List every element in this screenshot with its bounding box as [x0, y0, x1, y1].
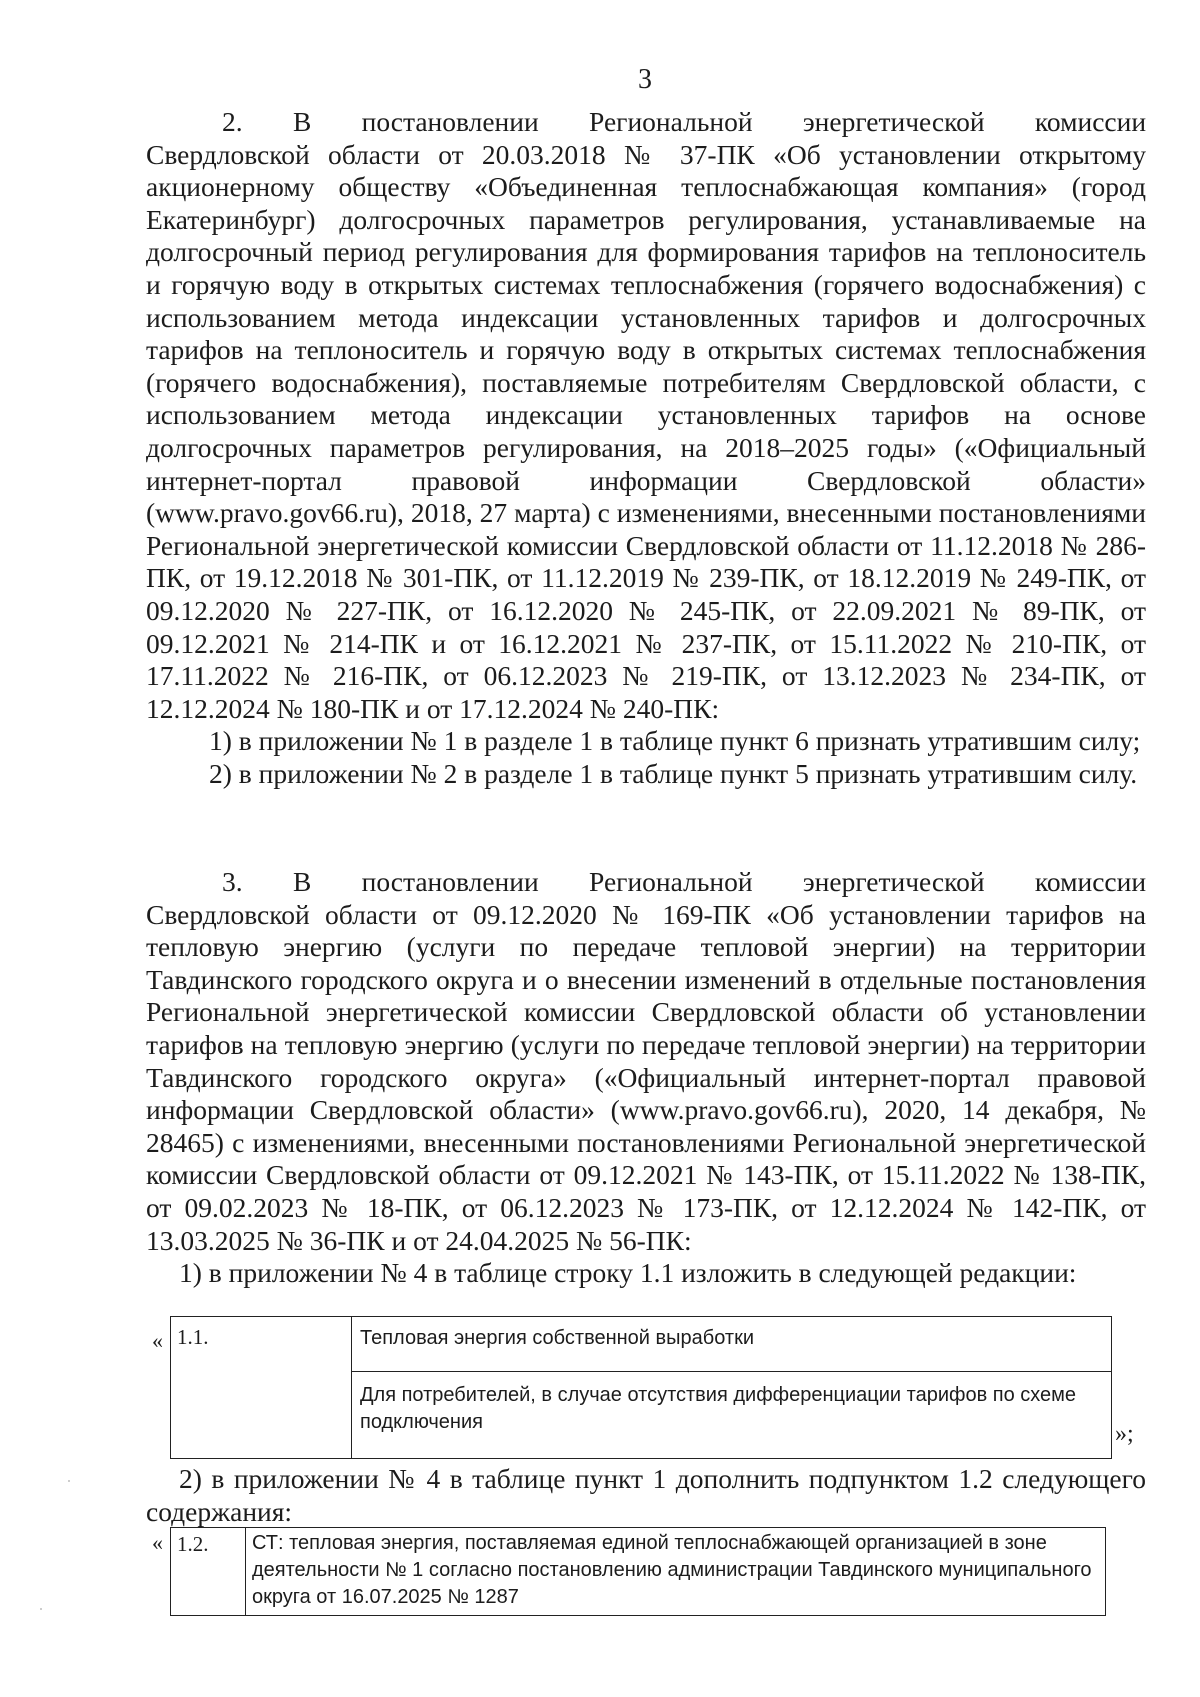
table-1-close-quote: »; [1115, 1421, 1134, 1447]
paragraph-2-item-1: 1) в приложении № 1 в разделе 1 в таблице пункт 6 признать утратившим силу; [209, 725, 1141, 757]
table-1-number: 1.1. [171, 1317, 352, 1459]
table-1-row-a: Тепловая энергия собственной выработки [352, 1317, 1112, 1372]
paragraph-2 [146, 106, 1146, 790]
paragraph-3 [146, 866, 1146, 1290]
table-2-number: 1.2. [171, 1528, 246, 1616]
scan-speck [68, 1480, 70, 1482]
paragraph-2-body: Свердловской области от 20.03.2018 № 37-ПК «Об установлении открытому акционерному обществу «Объединенная теплоснабжающая компания» (город Екатеринбург) долгосрочных параметров регулирования, устанавливаемые на долгосрочный период регулирования для формирования тарифов на теплоноситель и горячую воду в открытых системах теплоснабжения (горячего водоснабжения) с использованием метода индексации установленных тарифов и долгосрочных тарифов на теплоноситель и горячую воду в открытых системах теплоснабжения (горячего водоснабжения), поставляемые потребителям Свердловской области, с использованием метода индексации установленных тарифов на основе долгосрочных параметров регулирования, на 2018–2025 годы» («Официальный интернет-портал правовой информации Свердловской области» (www.pravo.gov66.ru), 2018, 27 марта) с изменениями, внесенными постановлениями Региональной энергетической комиссии Свердловской области от 11.12.2018 № 286-ПК, от 19.12.2018 № 301-ПК, от 11.12.2019 № 239-ПК, от 18.12.2019 № 249-ПК, от 09.12.2020 № 227-ПК, от 16.12.2020 № 245-ПК, от 22.09.2021 № 89-ПК, от 09.12.2021 № 214-ПК и от 16.12.2021 № 237-ПК, от 15.11.2022 № 210-ПК, от 17.11.2022 № 216-ПК, от 06.12.2023 № 219-ПК, от 13.12.2023 № 234-ПК, от 12.12.2024 № 180-ПК и от 17.12.2024 № 240-ПК: [146, 138, 1146, 724]
paragraph-2-first-line: 2. В постановлении Региональной энергетической комиссии [222, 106, 1147, 137]
page-number: 3 [638, 64, 652, 95]
paragraph-3-item-2: 2) в приложении № 4 в таблице пункт 1 дополнить подпунктом 1.2 следующего содержания: [146, 1463, 1146, 1527]
table-2 [170, 1527, 1106, 1616]
paragraph-3-item-1: 1) в приложении № 4 в таблице строку 1.1 изложить в следующей редакции: [179, 1257, 1077, 1289]
scan-speck [40, 1608, 42, 1610]
paragraph-3-first-line: 3. В постановлении Региональной энергетической комиссии [222, 866, 1147, 897]
table-1 [170, 1316, 1112, 1459]
paragraph-3-item-2-block [146, 1463, 1146, 1528]
table-2-text: СТ: тепловая энергия, поставляемая единой теплоснабжающей организацией в зоне деятельности № 1 согласно постановлению администрации Тавдинского муниципального округа от 16.07.2025 № 1287 [246, 1528, 1106, 1616]
table-1-open-quote: « [152, 1328, 163, 1353]
paragraph-3-body: Свердловской области от 09.12.2020 № 169-ПК «Об установлении тарифов на тепловую энергию (услуги по передаче тепловой энергии) на территории Тавдинского городского округа и о внесении изменений в отдельные постановления Региональной энергетической комиссии Свердловской области об установлении тарифов на тепловую энергию (услуги по передаче тепловой энергии) на территории Тавдинского городского округа» («Официальный интернет-портал правовой информации Свердловской области» (www.pravo.gov66.ru), 2020, 14 декабря, № 28465) с изменениями, внесенными постановлениями Региональной энергетической комиссии Свердловской области от 09.12.2021 № 143-ПК, от 15.11.2022 № 138-ПК, от 09.02.2023 № 18-ПК, от 06.12.2023 № 173-ПК, от 12.12.2024 № 142-ПК, от 13.03.2025 № 36-ПК и от 24.04.2025 № 56-ПК: [146, 898, 1146, 1256]
table-1-row-b: Для потребителей, в случае отсутствия дифференциации тарифов по схеме подключения [352, 1372, 1112, 1459]
paragraph-2-item-2: 2) в приложении № 2 в разделе 1 в таблице пункт 5 признать утратившим силу. [209, 757, 1138, 789]
table-2-open-quote: « [152, 1530, 163, 1555]
